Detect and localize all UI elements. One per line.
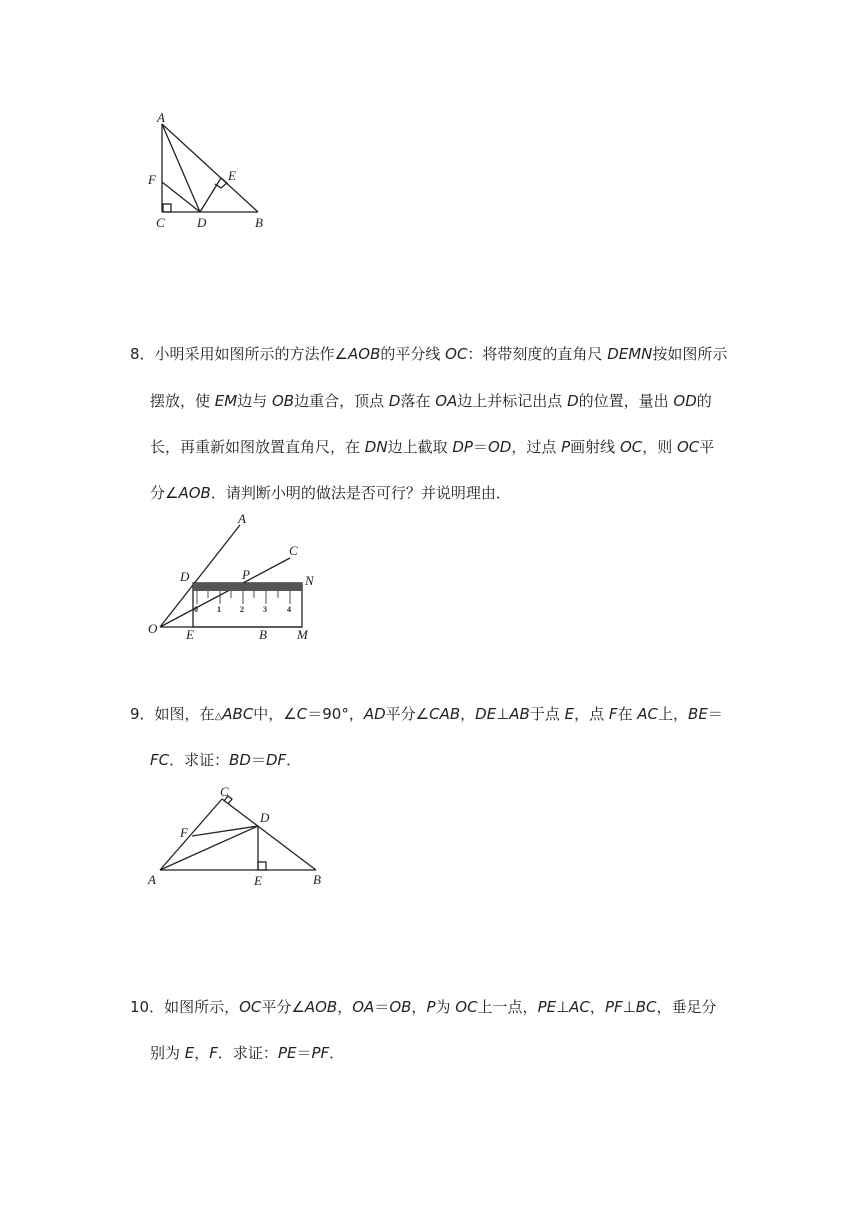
text: ：将带刻度的直角尺 xyxy=(467,345,608,363)
math-var: PE xyxy=(277,1044,297,1062)
math-var: AC xyxy=(637,705,659,723)
text: ，过点 xyxy=(511,438,562,456)
text: 画射线 xyxy=(570,438,620,456)
math-var: AOB xyxy=(348,345,381,363)
label-p: P xyxy=(242,567,250,582)
math-var: CAB xyxy=(429,705,461,723)
text: 的平分线 xyxy=(380,345,446,363)
text: 落在 xyxy=(400,392,436,410)
math-var: OA xyxy=(352,998,375,1016)
problem-8-line-3 xyxy=(150,437,714,457)
text: ＝ xyxy=(707,705,723,723)
text: 长，再重新如图放置直角尺，在 xyxy=(150,438,365,456)
label-b: B xyxy=(313,872,321,887)
problem-8-number: 8． xyxy=(130,345,155,363)
problem-9-line-2 xyxy=(150,750,301,770)
problem-8-line-2 xyxy=(150,391,712,411)
math-var: OC xyxy=(677,438,700,456)
ruler-scale-strip xyxy=(193,583,302,591)
text: 为 xyxy=(435,998,456,1016)
label-f: F xyxy=(148,172,156,187)
math-var: E xyxy=(184,1044,195,1062)
problem-10-line-2 xyxy=(150,1043,344,1063)
math-var: OC xyxy=(445,345,468,363)
text: ， xyxy=(460,705,476,723)
text: ．请判断小明的做法是否可行？并说明理由． xyxy=(210,484,511,502)
math-var: AOB xyxy=(178,484,211,502)
math-var: OC xyxy=(619,438,643,456)
text: 摆放，使 xyxy=(150,392,215,410)
label-b: B xyxy=(255,215,263,230)
math-var: OB xyxy=(271,392,295,410)
label-c: C xyxy=(156,215,165,230)
text: ＝ xyxy=(374,998,390,1016)
text: ．求证： xyxy=(217,1044,278,1062)
text: ⊥ xyxy=(556,998,570,1016)
problem-10-line-1 xyxy=(130,997,716,1017)
text: ，则 xyxy=(642,438,677,456)
text: 的 xyxy=(696,392,712,410)
math-var: P xyxy=(426,998,436,1016)
text: 边上截取 xyxy=(387,438,453,456)
text: 如图所示， xyxy=(164,998,240,1016)
label-e: E xyxy=(186,627,194,642)
ruler-num-4: 4 xyxy=(287,605,291,614)
text: 别为 xyxy=(150,1044,185,1062)
problem-9-number: 9． xyxy=(130,705,155,723)
text: 中，∠ xyxy=(253,705,297,723)
math-var: DEMN xyxy=(607,345,653,363)
label-c: C xyxy=(289,543,298,558)
math-var: DP xyxy=(452,438,473,456)
text: 如图，在 xyxy=(154,705,215,723)
text: ，点 xyxy=(574,705,609,723)
text: ＝ xyxy=(250,751,266,769)
label-o: O xyxy=(148,621,158,636)
text: 边上并标记出点 xyxy=(457,392,568,410)
problem-9-line-1 xyxy=(130,704,723,727)
text: 上一点， xyxy=(477,998,538,1016)
text: ＝90°， xyxy=(307,705,364,723)
math-var: OC xyxy=(239,998,262,1016)
text: 于点 xyxy=(529,705,565,723)
text: ．求证： xyxy=(169,751,230,769)
math-var: F xyxy=(608,705,618,723)
label-b: B xyxy=(259,627,267,642)
text: 平分∠ xyxy=(385,705,430,723)
text: ， xyxy=(337,998,353,1016)
math-var: AOB xyxy=(304,998,338,1016)
math-var: PF xyxy=(604,998,623,1016)
label-e: E xyxy=(228,168,236,183)
text: ＝ xyxy=(472,438,488,456)
text: 在 xyxy=(617,705,638,723)
label-a: A xyxy=(238,511,246,526)
text: ＝ xyxy=(296,1044,312,1062)
text: ⊥ xyxy=(622,998,636,1016)
text: 边重合，顶点 xyxy=(294,392,389,410)
label-e: E xyxy=(254,873,262,888)
text: 按如图所示 xyxy=(652,345,728,363)
math-var: AB xyxy=(509,705,530,723)
math-var: OD xyxy=(673,392,697,410)
text: ． xyxy=(286,751,302,769)
label-m: M xyxy=(297,627,308,642)
label-f: F xyxy=(180,825,188,840)
math-var: FC xyxy=(150,751,170,769)
text: 的位置，量出 xyxy=(578,392,674,410)
ruler-num-3: 3 xyxy=(263,605,267,614)
math-var: AC xyxy=(569,998,590,1016)
math-var: BE xyxy=(688,705,708,723)
ruler-num-1: 1 xyxy=(217,605,221,614)
text: 边与 xyxy=(237,392,272,410)
math-var: OC xyxy=(455,998,478,1016)
problem-8-line-4 xyxy=(150,483,511,503)
math-var: OB xyxy=(389,998,412,1016)
text: ． xyxy=(329,1044,345,1062)
text: ⊥ xyxy=(496,705,510,723)
math-var: C xyxy=(296,705,308,723)
problem-10-number: 10． xyxy=(130,998,165,1016)
text: ， xyxy=(589,998,605,1016)
math-var: ABC xyxy=(222,705,254,723)
label-d: D xyxy=(197,215,207,230)
math-var: EM xyxy=(214,392,238,410)
text: 平 xyxy=(699,438,715,456)
text: ， xyxy=(194,1044,210,1062)
math-var: PE xyxy=(537,998,557,1016)
triangle-symbol: △ xyxy=(214,711,223,722)
ruler-num-2: 2 xyxy=(240,605,244,614)
math-var: E xyxy=(564,705,575,723)
math-var: DE xyxy=(475,705,497,723)
text: 上， xyxy=(658,705,689,723)
math-var: P xyxy=(561,438,571,456)
math-var: OD xyxy=(487,438,512,456)
math-var: DF xyxy=(265,751,287,769)
text: ， xyxy=(411,998,427,1016)
math-var: DN xyxy=(364,438,388,456)
math-var: F xyxy=(209,1044,218,1062)
label-a: A xyxy=(157,110,165,125)
text: 小明采用如图所示的方法作∠ xyxy=(154,345,348,363)
text: 分∠ xyxy=(150,484,179,502)
figure-triangle-abc-1 xyxy=(140,110,280,235)
math-var: BC xyxy=(635,998,657,1016)
math-var: D xyxy=(567,392,579,410)
label-d: D xyxy=(260,810,270,825)
ruler-num-0: 0 xyxy=(194,605,198,614)
label-a: A xyxy=(148,872,156,887)
math-var: PF xyxy=(311,1044,330,1062)
text: ，垂足分 xyxy=(656,998,717,1016)
text: 平分∠ xyxy=(261,998,305,1016)
label-c: C xyxy=(220,784,229,799)
math-var: OA xyxy=(435,392,458,410)
math-var: AD xyxy=(363,705,386,723)
math-var: BD xyxy=(229,751,251,769)
problem-8-line-1 xyxy=(130,344,727,364)
figure-triangle-abc-2 xyxy=(140,780,330,890)
figure-ruler-bisector xyxy=(140,505,340,650)
math-var: D xyxy=(388,392,401,410)
label-n: N xyxy=(305,573,314,588)
label-d: D xyxy=(180,569,190,584)
